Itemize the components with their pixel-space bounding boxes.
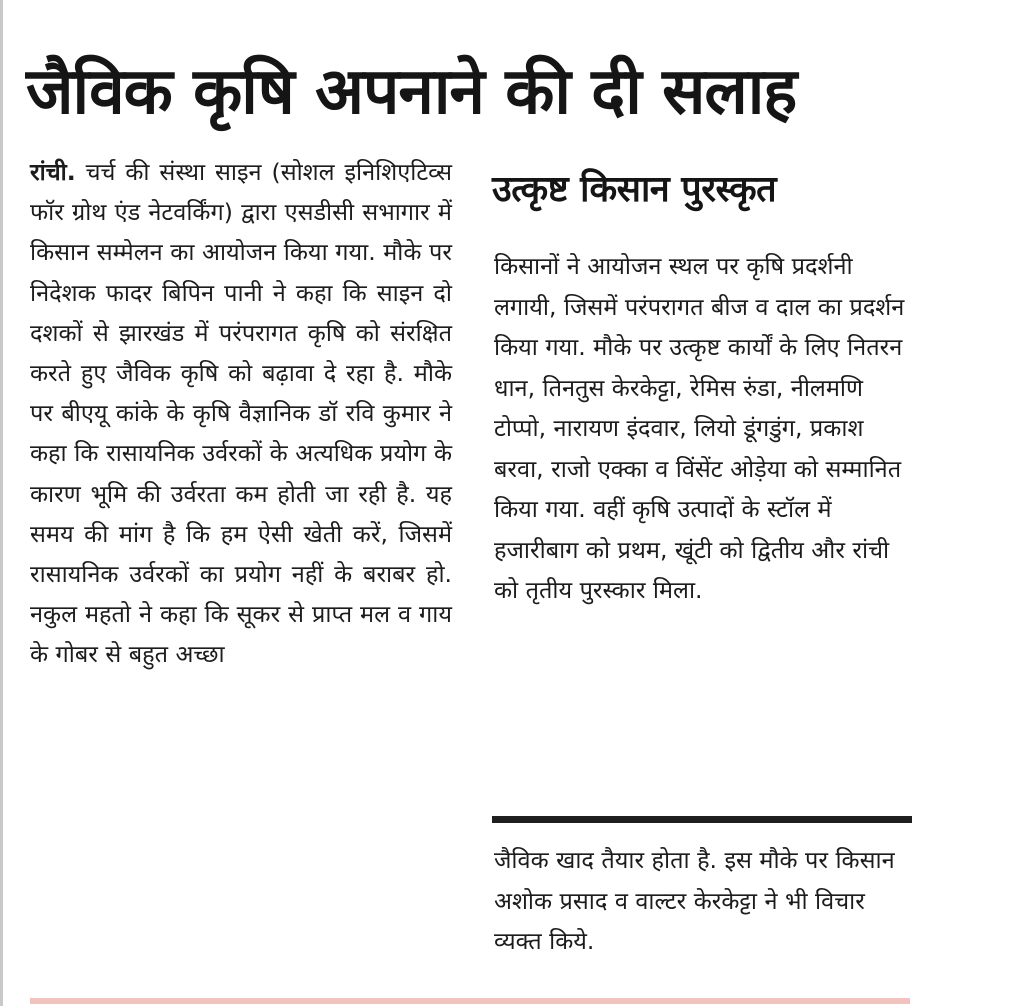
article-body-right-top: किसानों ने आयोजन स्थल पर कृषि प्रदर्शनी लगायी, जिसमें परंपरागत बीज व दाल का प्रदर्शन किया गया. मौके पर उत्कृष्ट कार्यों के लिए नितरन धान, तिनतुस केरकेट्टा, रेमिस रुंडा, नीलमणि टोप्पो, नारायण इंदवार, लियो डूंगडुंग, प्रकाश बरवा, राजो एक्का व विंसेंट ओड़ेया को सम्मानित किया गया. वहीं कृषि उत्पादों के स्टॉल में हजारीबाग को प्रथम, खूंटी को द्वितीय और रांची को तृतीय पुरस्कार मिला.	[494, 252, 905, 604]
article-headline: जैविक कृषि अपनाने की दी सलाह	[26, 55, 797, 129]
article-subheading: उत्कृष्ट किसान पुरस्कृत	[492, 169, 777, 210]
page-edge-rule	[0, 0, 3, 1006]
article-body-left-text: चर्च की संस्था साइन (सोशल इनिशिएटिव्स फॉर ग्रोथ एंड नेटवर्किंग) द्वारा एसडीसी सभागार में किसान सम्मेलन का आयोजन किया गया. मौके पर निदेशक फादर बिपिन पानी ने कहा कि साइन दो दशकों से झारखंड में परंपरागत कृषि को संरक्षित करते हुए जैविक कृषि को बढ़ावा दे रहा है. मौके पर बीएयू कांके के कृषि वैज्ञानिक डॉ रवि कुमार ने कहा कि रासायनिक उर्वरकों के अत्यधिक प्रयोग के कारण भूमि की उर्वरता कम होती जा रही है. यह समय की मांग है कि हम ऐसी खेती करें, जिसमें रासायनिक उर्वरकों का प्रयोग नहीं के बराबर हो. नकुल महतो ने कहा कि सूकर से प्राप्त मल व गाय के गोबर से बहुत अच्छा	[30, 158, 452, 669]
bottom-border-line	[30, 998, 910, 1004]
column-divider-rule	[492, 816, 912, 823]
article-dateline: रांची.	[30, 158, 76, 186]
article-body-left-column	[30, 152, 452, 675]
article-body-right-bottom: जैविक खाद तैयार होता है. इस मौके पर किसान अशोक प्रसाद व वाल्टर केरकेट्टा ने भी विचार व्यक्त किये.	[494, 846, 895, 955]
